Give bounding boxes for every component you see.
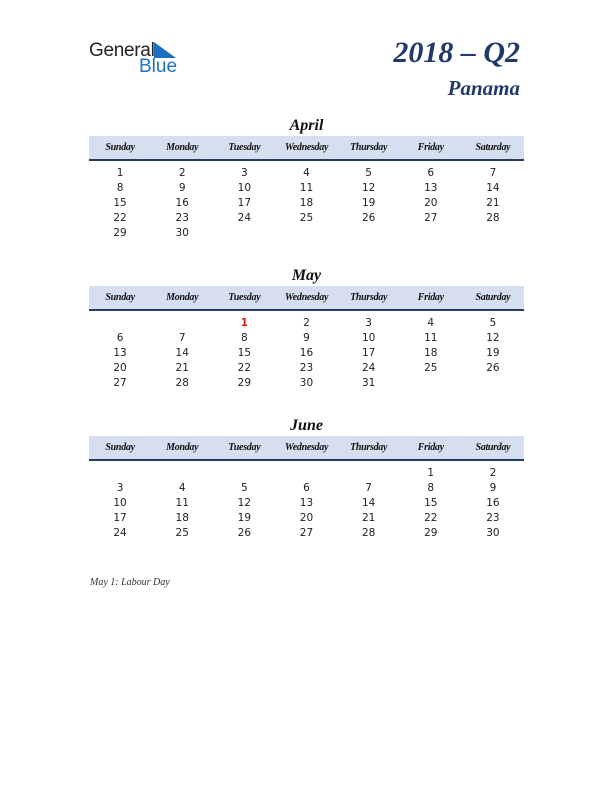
day-cell: 24	[237, 212, 252, 224]
day-cell: 29	[424, 527, 438, 539]
empty-day-cell	[213, 466, 275, 481]
weekday-saturday: Saturday	[475, 292, 511, 303]
day-cell: 5	[241, 482, 248, 494]
weekday-thursday: Thursday	[350, 292, 388, 303]
weekday-header-row	[89, 436, 524, 461]
day-cell: 19	[237, 512, 252, 524]
day-cell: 5	[489, 317, 497, 329]
weekday-sunday: Sunday	[105, 142, 135, 153]
month-weeks	[89, 311, 524, 391]
day-cell: 12	[486, 332, 500, 344]
day-cell: 2	[178, 167, 186, 179]
empty-day-cell	[338, 466, 400, 481]
empty-day-cell	[89, 316, 151, 331]
week-row	[89, 166, 524, 181]
day-cell: 27	[113, 377, 127, 389]
weekday-tuesday: Tuesday	[228, 292, 261, 303]
week-row	[89, 181, 524, 196]
logo	[89, 40, 189, 80]
holiday-note: May 1: Labour Day	[90, 577, 170, 588]
day-cell: 13	[299, 497, 314, 509]
day-cell: 23	[175, 212, 189, 224]
day-cell: 4	[178, 482, 186, 494]
empty-day-cell	[213, 226, 275, 241]
month-may	[89, 266, 524, 391]
page-subtitle: Panama	[447, 76, 520, 100]
empty-day-cell	[89, 466, 151, 481]
day-cell: 18	[299, 197, 314, 209]
day-cell: 2	[489, 467, 497, 479]
weekday-wednesday: Wednesday	[284, 142, 329, 153]
week-row	[89, 361, 524, 376]
day-cell: 11	[424, 332, 438, 344]
day-cell: 12	[237, 497, 252, 509]
day-cell: 29	[113, 227, 127, 239]
empty-day-cell	[400, 226, 462, 241]
week-row	[89, 511, 524, 526]
day-cell: 6	[427, 167, 435, 179]
empty-day-cell	[462, 226, 524, 241]
weekday-monday: Monday	[166, 142, 199, 153]
day-cell: 26	[237, 527, 252, 539]
weekday-saturday: Saturday	[475, 442, 511, 453]
day-cell: 10	[237, 182, 252, 194]
day-cell: 10	[113, 497, 127, 509]
day-cell: 15	[237, 347, 252, 359]
day-cell: 22	[237, 362, 252, 374]
day-cell: 15	[424, 497, 438, 509]
month-weeks	[89, 461, 524, 541]
weekday-thursday: Thursday	[350, 442, 388, 453]
day-cell: 22	[113, 212, 127, 224]
week-row	[89, 316, 524, 331]
weekday-sunday: Sunday	[105, 292, 135, 303]
day-cell: 4	[427, 317, 435, 329]
day-cell: 11	[175, 497, 189, 509]
empty-day-cell	[275, 226, 337, 241]
week-row	[89, 211, 524, 226]
day-cell: 20	[113, 362, 127, 374]
day-cell: 25	[175, 527, 189, 539]
day-cell: 8	[116, 182, 124, 194]
day-cell: 1	[427, 467, 435, 479]
day-cell: 24	[361, 362, 376, 374]
month-june	[89, 416, 524, 541]
day-cell: 27	[424, 212, 438, 224]
weekday-monday: Monday	[166, 292, 199, 303]
day-cell: 29	[237, 377, 252, 389]
week-row	[89, 226, 524, 241]
day-cell: 22	[424, 512, 438, 524]
week-row	[89, 196, 524, 211]
day-cell: 13	[113, 347, 127, 359]
day-cell: 7	[489, 167, 497, 179]
day-cell: 15	[113, 197, 127, 209]
month-title: April	[289, 117, 324, 134]
day-cell: 13	[424, 182, 438, 194]
weekday-friday: Friday	[417, 292, 444, 303]
day-cell: 23	[486, 512, 500, 524]
weekday-wednesday: Wednesday	[284, 292, 329, 303]
day-cell: 9	[178, 182, 186, 194]
week-row	[89, 346, 524, 361]
day-cell: 25	[299, 212, 314, 224]
empty-day-cell	[151, 316, 213, 331]
day-cell: 6	[303, 482, 310, 494]
day-cell: 14	[486, 182, 500, 194]
day-cell: 16	[486, 497, 500, 509]
day-cell: 27	[299, 527, 314, 539]
day-cell: 26	[486, 362, 500, 374]
day-cell: 17	[361, 347, 376, 359]
weekday-friday: Friday	[417, 142, 444, 153]
day-cell: 5	[365, 167, 372, 179]
day-cell: 6	[116, 332, 124, 344]
day-cell: 30	[299, 377, 314, 389]
day-cell: 28	[175, 377, 189, 389]
day-cell: 9	[303, 332, 310, 344]
day-cell: 2	[303, 317, 310, 329]
week-row	[89, 496, 524, 511]
day-cell: 18	[424, 347, 438, 359]
day-cell: 20	[424, 197, 438, 209]
day-cell: 3	[365, 317, 372, 329]
empty-day-cell	[338, 226, 400, 241]
day-cell: 19	[361, 197, 376, 209]
day-cell: 30	[486, 527, 500, 539]
day-cell: 21	[361, 512, 376, 524]
week-row	[89, 331, 524, 346]
weekday-header-row	[89, 286, 524, 311]
day-cell: 16	[299, 347, 314, 359]
day-cell: 1	[116, 167, 124, 179]
weekday-tuesday: Tuesday	[228, 442, 261, 453]
day-cell: 18	[175, 512, 189, 524]
weekday-tuesday: Tuesday	[228, 142, 261, 153]
day-cell: 17	[237, 197, 252, 209]
day-cell: 14	[361, 497, 376, 509]
month-title: June	[290, 417, 323, 434]
day-cell: 23	[299, 362, 314, 374]
weekday-friday: Friday	[417, 442, 444, 453]
weekday-monday: Monday	[166, 442, 199, 453]
day-cell: 4	[303, 167, 310, 179]
day-cell: 8	[241, 332, 248, 344]
weekday-sunday: Sunday	[105, 442, 135, 453]
logo-general-text: General	[89, 40, 155, 61]
month-april	[89, 116, 524, 241]
week-row	[89, 376, 524, 391]
day-cell: 21	[175, 362, 189, 374]
day-cell: 20	[299, 512, 314, 524]
empty-day-cell	[400, 376, 462, 391]
day-cell: 12	[361, 182, 376, 194]
page-title: 2018 – Q2	[393, 36, 520, 69]
day-cell: 19	[486, 347, 500, 359]
day-cell: 24	[113, 527, 127, 539]
day-cell: 11	[299, 182, 314, 194]
day-cell: 10	[361, 332, 376, 344]
day-cell: 3	[116, 482, 124, 494]
holiday-day-cell: 1	[240, 317, 248, 329]
empty-day-cell	[151, 466, 213, 481]
day-cell: 8	[427, 482, 435, 494]
logo-blue-text: Blue	[139, 56, 178, 77]
day-cell: 26	[361, 212, 376, 224]
month-title: May	[291, 267, 322, 284]
week-row	[89, 466, 524, 481]
day-cell: 7	[365, 482, 372, 494]
day-cell: 21	[486, 197, 500, 209]
empty-day-cell	[462, 376, 524, 391]
day-cell: 16	[175, 197, 189, 209]
day-cell: 28	[361, 527, 376, 539]
day-cell: 30	[175, 227, 189, 239]
day-cell: 14	[175, 347, 189, 359]
day-cell: 7	[178, 332, 186, 344]
weekday-thursday: Thursday	[350, 142, 388, 153]
day-cell: 31	[361, 377, 376, 389]
month-weeks	[89, 161, 524, 241]
weekday-header-row	[89, 136, 524, 161]
day-cell: 25	[424, 362, 438, 374]
week-row	[89, 526, 524, 541]
day-cell: 17	[113, 512, 127, 524]
empty-day-cell	[275, 466, 337, 481]
day-cell: 3	[241, 167, 248, 179]
week-row	[89, 481, 524, 496]
weekday-saturday: Saturday	[475, 142, 511, 153]
day-cell: 9	[489, 482, 497, 494]
weekday-wednesday: Wednesday	[284, 442, 329, 453]
day-cell: 28	[486, 212, 500, 224]
